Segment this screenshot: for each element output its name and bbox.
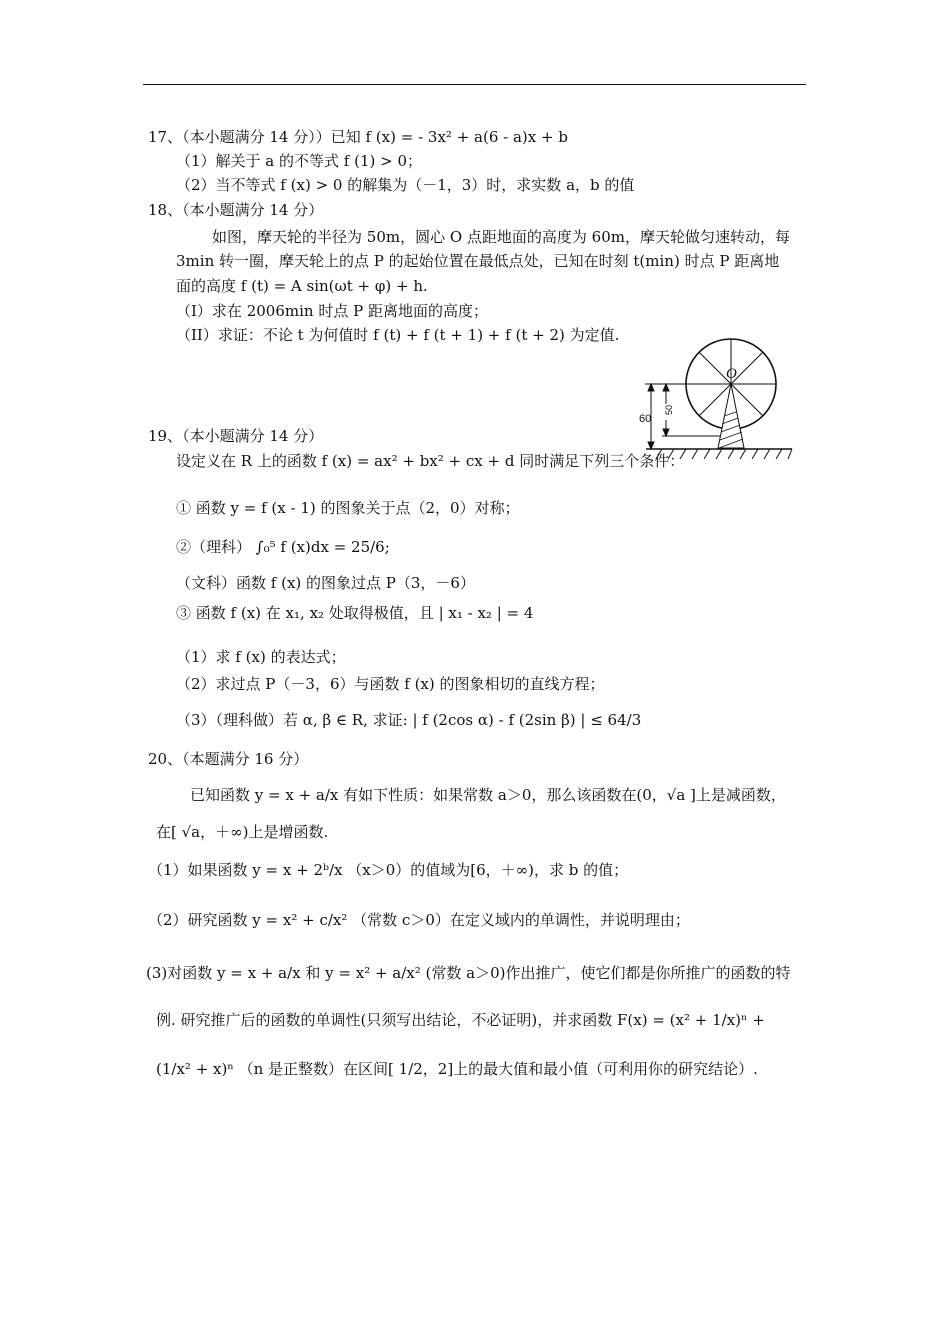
problem-20-title: 20、（本题满分 16 分） [148,750,309,768]
problem-19-title: 19、（本小题满分 14 分） [148,427,324,445]
problem-19-part-2: （2）求过点 P（－3，6）与函数 f (x) 的图象相切的直线方程； [176,675,605,693]
problem-19-part-3: （3）（理科做）若 α, β ∈ R, 求证: | f (2cos α) - f (2sin β) | ≤ 64/3 [176,711,642,729]
header-rule [143,84,806,85]
problem-19-text: 设定义在 R 上的函数 f (x) = ax² + bx² + cx + d 同时满足下列三个条件： [176,452,685,470]
problem-20-part-2: （2）研究函数 y = x² + c/x² （常数 c＞0）在定义域内的单调性，并说明理由； [148,911,690,929]
problem-20-part-3-line-1: (3)对函数 y = x + a/x 和 y = x² + a/x² (常数 a＞0)作出推广，使它们都是你所推广的函数的特 [146,964,791,982]
problem-18-part-2: （II）求证：不论 t 为何值时 f (t) + f (t + 1) + f (t + 2) 为定值. [176,326,620,344]
problem-20-part-3-line-3: (1/x² + x)ⁿ （n 是正整数）在区间[ 1/2，2]上的最大值和最小值（可利用你的研究结论）. [156,1060,758,1078]
problem-18-text-2: 3min 转一圈，摩天轮上的点 P 的起始位置在最低点处，已知在时刻 t(min) 时点 P 距离地 [176,252,780,270]
ferris-wheel-figure [636,338,796,464]
problem-20-text-1: 已知函数 y = x + a/x 有如下性质：如果常数 a＞0，那么该函数在(0，√a ]上是减函数， [190,786,786,804]
problem-18-text-1: 如图，摩天轮的半径为 50m，圆心 O 点距地面的高度为 60m，摩天轮做匀速转动，每 [212,228,790,246]
center-label: O [726,366,737,382]
radius-label: 50 [664,404,674,415]
problem-20-part-1: （1）如果函数 y = x + 2ᵇ/x （x＞0）的值域为[6，＋∞)，求 b 的值； [148,861,629,879]
problem-19-cond-1: ① 函数 y = f (x - 1) 的图象关于点（2，0）对称； [176,499,520,517]
problem-20-text-2: 在[ √a，＋∞)上是增函数. [156,823,329,841]
problem-17-title: 17、（本小题满分 14 分））已知 f (x) = - 3x² + a(6 - a)x + b [148,128,568,146]
problem-19-part-1: （1）求 f (x) 的表达式； [176,648,346,666]
problem-19-cond-2-arts: （文科）函数 f (x) 的图象过点 P（3，－6） [176,574,475,592]
problem-18-part-1: （I）求在 2006min 时点 P 距离地面的高度； [176,302,488,320]
problem-17-part-2: （2）当不等式 f (x) > 0 的解集为（－1，3）时，求实数 a，b 的值 [176,176,635,194]
problem-18-title: 18、（本小题满分 14 分） [148,201,324,219]
problem-19-cond-3: ③ 函数 f (x) 在 x₁, x₂ 处取得极值，且 | x₁ - x₂ | = 4 [176,604,534,622]
problem-20-part-3-line-2: 例. 研究推广后的函数的单调性(只须写出结论，不必证明)，并求函数 F(x) = (x² + 1/x)ⁿ + [156,1011,765,1029]
problem-19-cond-2: ②（理科） ∫₀⁵ f (x)dx = 25/6; [176,538,390,556]
height-dimension [645,384,720,449]
problem-18-text-3: 面的高度 f (t) = A sin(ωt + φ) + h. [176,277,428,295]
height-label: 60 [639,413,652,425]
problem-17-part-1: （1）解关于 a 的不等式 f (1) > 0； [176,152,423,170]
